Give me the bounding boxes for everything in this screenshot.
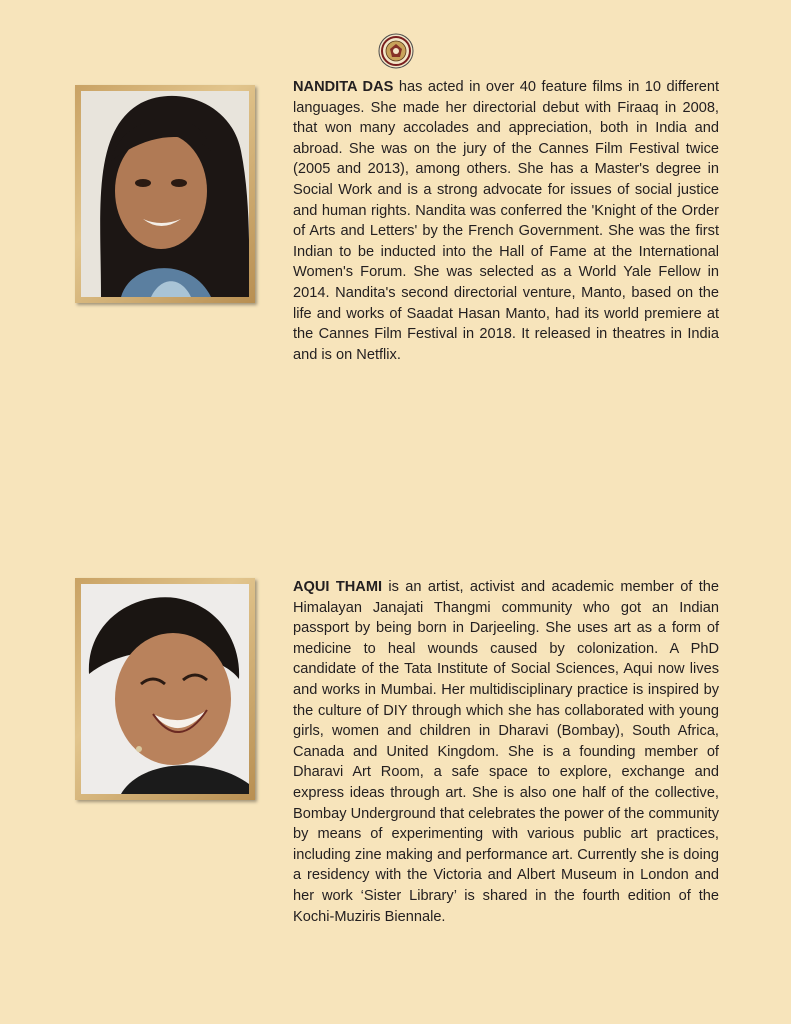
profile-photo-aqui-thami (81, 584, 249, 794)
profile-photo-frame (75, 85, 255, 303)
portrait-image (81, 584, 249, 794)
profile-bio-text: has acted in over 40 feature films in 10 different languages. She made her directorial debut with Firaaq in 2008, that won many accolades and appreciation, both in India and abroad. She was on the jury of the Cannes Film Festival twice (2005 and 2013), among others. She has a Master's degree in Social Work and is a strong advocate for issues of social justice and human rights. Nandita was conferred the 'Knight of the Order of Arts and Letters' by the French Government. She was the first Indian to be inducted into the Hall of Fame at the International Women's Forum. She was selected as a World Yale Fellow in 2014. Nandita's second directorial venture, Manto, based on the life and works of Saadat Hasan Manto, had its world premiere at the Cannes Film Festival in 2018. It released in theatres in India and is on Netflix. (293, 79, 720, 363)
profile-bio-text: is an artist, activist and academic member of the Himalayan Janajati Thangmi community who got an Indian passport by being born in Darjeeling. She uses art as a form of medicine to heal wounds caused by colonization. A PhD candidate of the Tata Institute of Social Sciences, Aqui now lives and works in Mumbai. Her multidisciplinary practice is inspired by the culture of DIY through which she has collaborated with young girls, women and children in Dharavi (Bombay), South Africa, Canada and United Kingdom. She is a founding member of Dharavi Art Room, a safe space to explore, exchange and express ideas through art. She is also one half of the collective, Bombay Underground that celebrates the power of the community by means of experimenting with various public art practices, including zine making and performance art. Currently she is doing a residency with the Victoria and Albert Museum in London and her work ‘Sister Library’ is shared in the fourth edition of the Kochi-Muziris Biennale. (293, 579, 719, 925)
profile-name: AQUI THAMI (293, 579, 383, 595)
profile-bio (293, 77, 719, 365)
portrait-image (81, 91, 249, 297)
institution-seal-icon (378, 33, 414, 69)
profile-photo-frame (75, 578, 255, 800)
profile-photo-nandita-das (81, 91, 249, 297)
profile-name: NANDITA DAS (293, 79, 394, 95)
profile-bio (293, 577, 719, 927)
